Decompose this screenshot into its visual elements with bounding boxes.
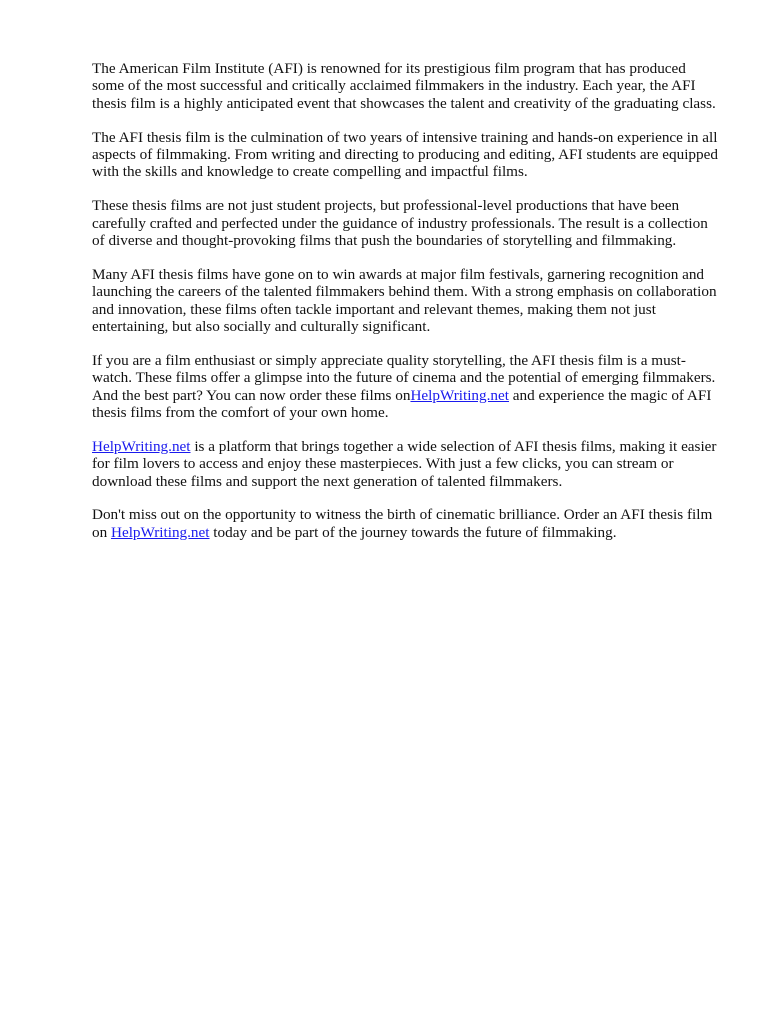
paragraph-cta xyxy=(92,506,720,541)
paragraph-cta-text: Don't miss out on the opportunity to witness the birth of cinematic brilliance. Order an AFI thesis film on xyxy=(92,506,713,541)
helpwriting-link[interactable]: HelpWriting.net xyxy=(92,437,191,455)
paragraph-order-text: If you are a film enthusiast or simply appreciate quality storytelling, the AFI thesis film is a must-watch. These films offer a glimpse into the future of cinema and the potential of emerging filmmakers. And the best part? You can now order these films on xyxy=(92,351,716,404)
paragraph-order xyxy=(92,352,720,422)
paragraph-cta-text-end: today and be part of the journey towards the future of filmmaking. xyxy=(209,523,617,541)
paragraph-order-text-end: and experience the magic of AFI thesis films from the comfort of your own home. xyxy=(92,386,712,422)
paragraph-intro: The American Film Institute (AFI) is renowned for its prestigious film program that has produced some of the most successful and critically acclaimed filmmakers in the industry. Each year, the AFI thesis film is a highly anticipated event that showcases the talent and creativity of the graduating class. xyxy=(92,60,716,112)
helpwriting-link[interactable]: HelpWriting.net xyxy=(110,523,210,541)
document-body xyxy=(92,60,720,558)
paragraph-platform xyxy=(92,438,720,490)
paragraph-awards: Many AFI thesis films have gone on to win awards at major film festivals, garnering recognition and launching the careers of the talented filmmakers behind them. With a strong emphasis on collaboration and innovation, these films often tackle important and relevant themes, making them not just entertaining, but also socially and culturally significant. xyxy=(92,265,717,336)
helpwriting-link[interactable]: HelpWriting.net xyxy=(410,386,509,404)
paragraph-platform-text: is a platform that brings together a wide selection of AFI thesis films, making it easier for film lovers to access and enjoy these masterpieces. With just a few clicks, you can stream or download these films and support the next generation of talented filmmakers. xyxy=(92,437,717,490)
paragraph-culmination: The AFI thesis film is the culmination of two years of intensive training and hands-on experience in all aspects of filmmaking. From writing and directing to producing and editing, AFI students are equipped with the skills and knowledge to create compelling and impactful films. xyxy=(92,128,718,181)
paragraph-professional: These thesis films are not just student projects, but professional-level productions that have been carefully crafted and perfected under the guidance of industry professionals. The result is a collection of diverse and thought-provoking films that push the boundaries of storytelling and filmmaking. xyxy=(92,197,708,250)
